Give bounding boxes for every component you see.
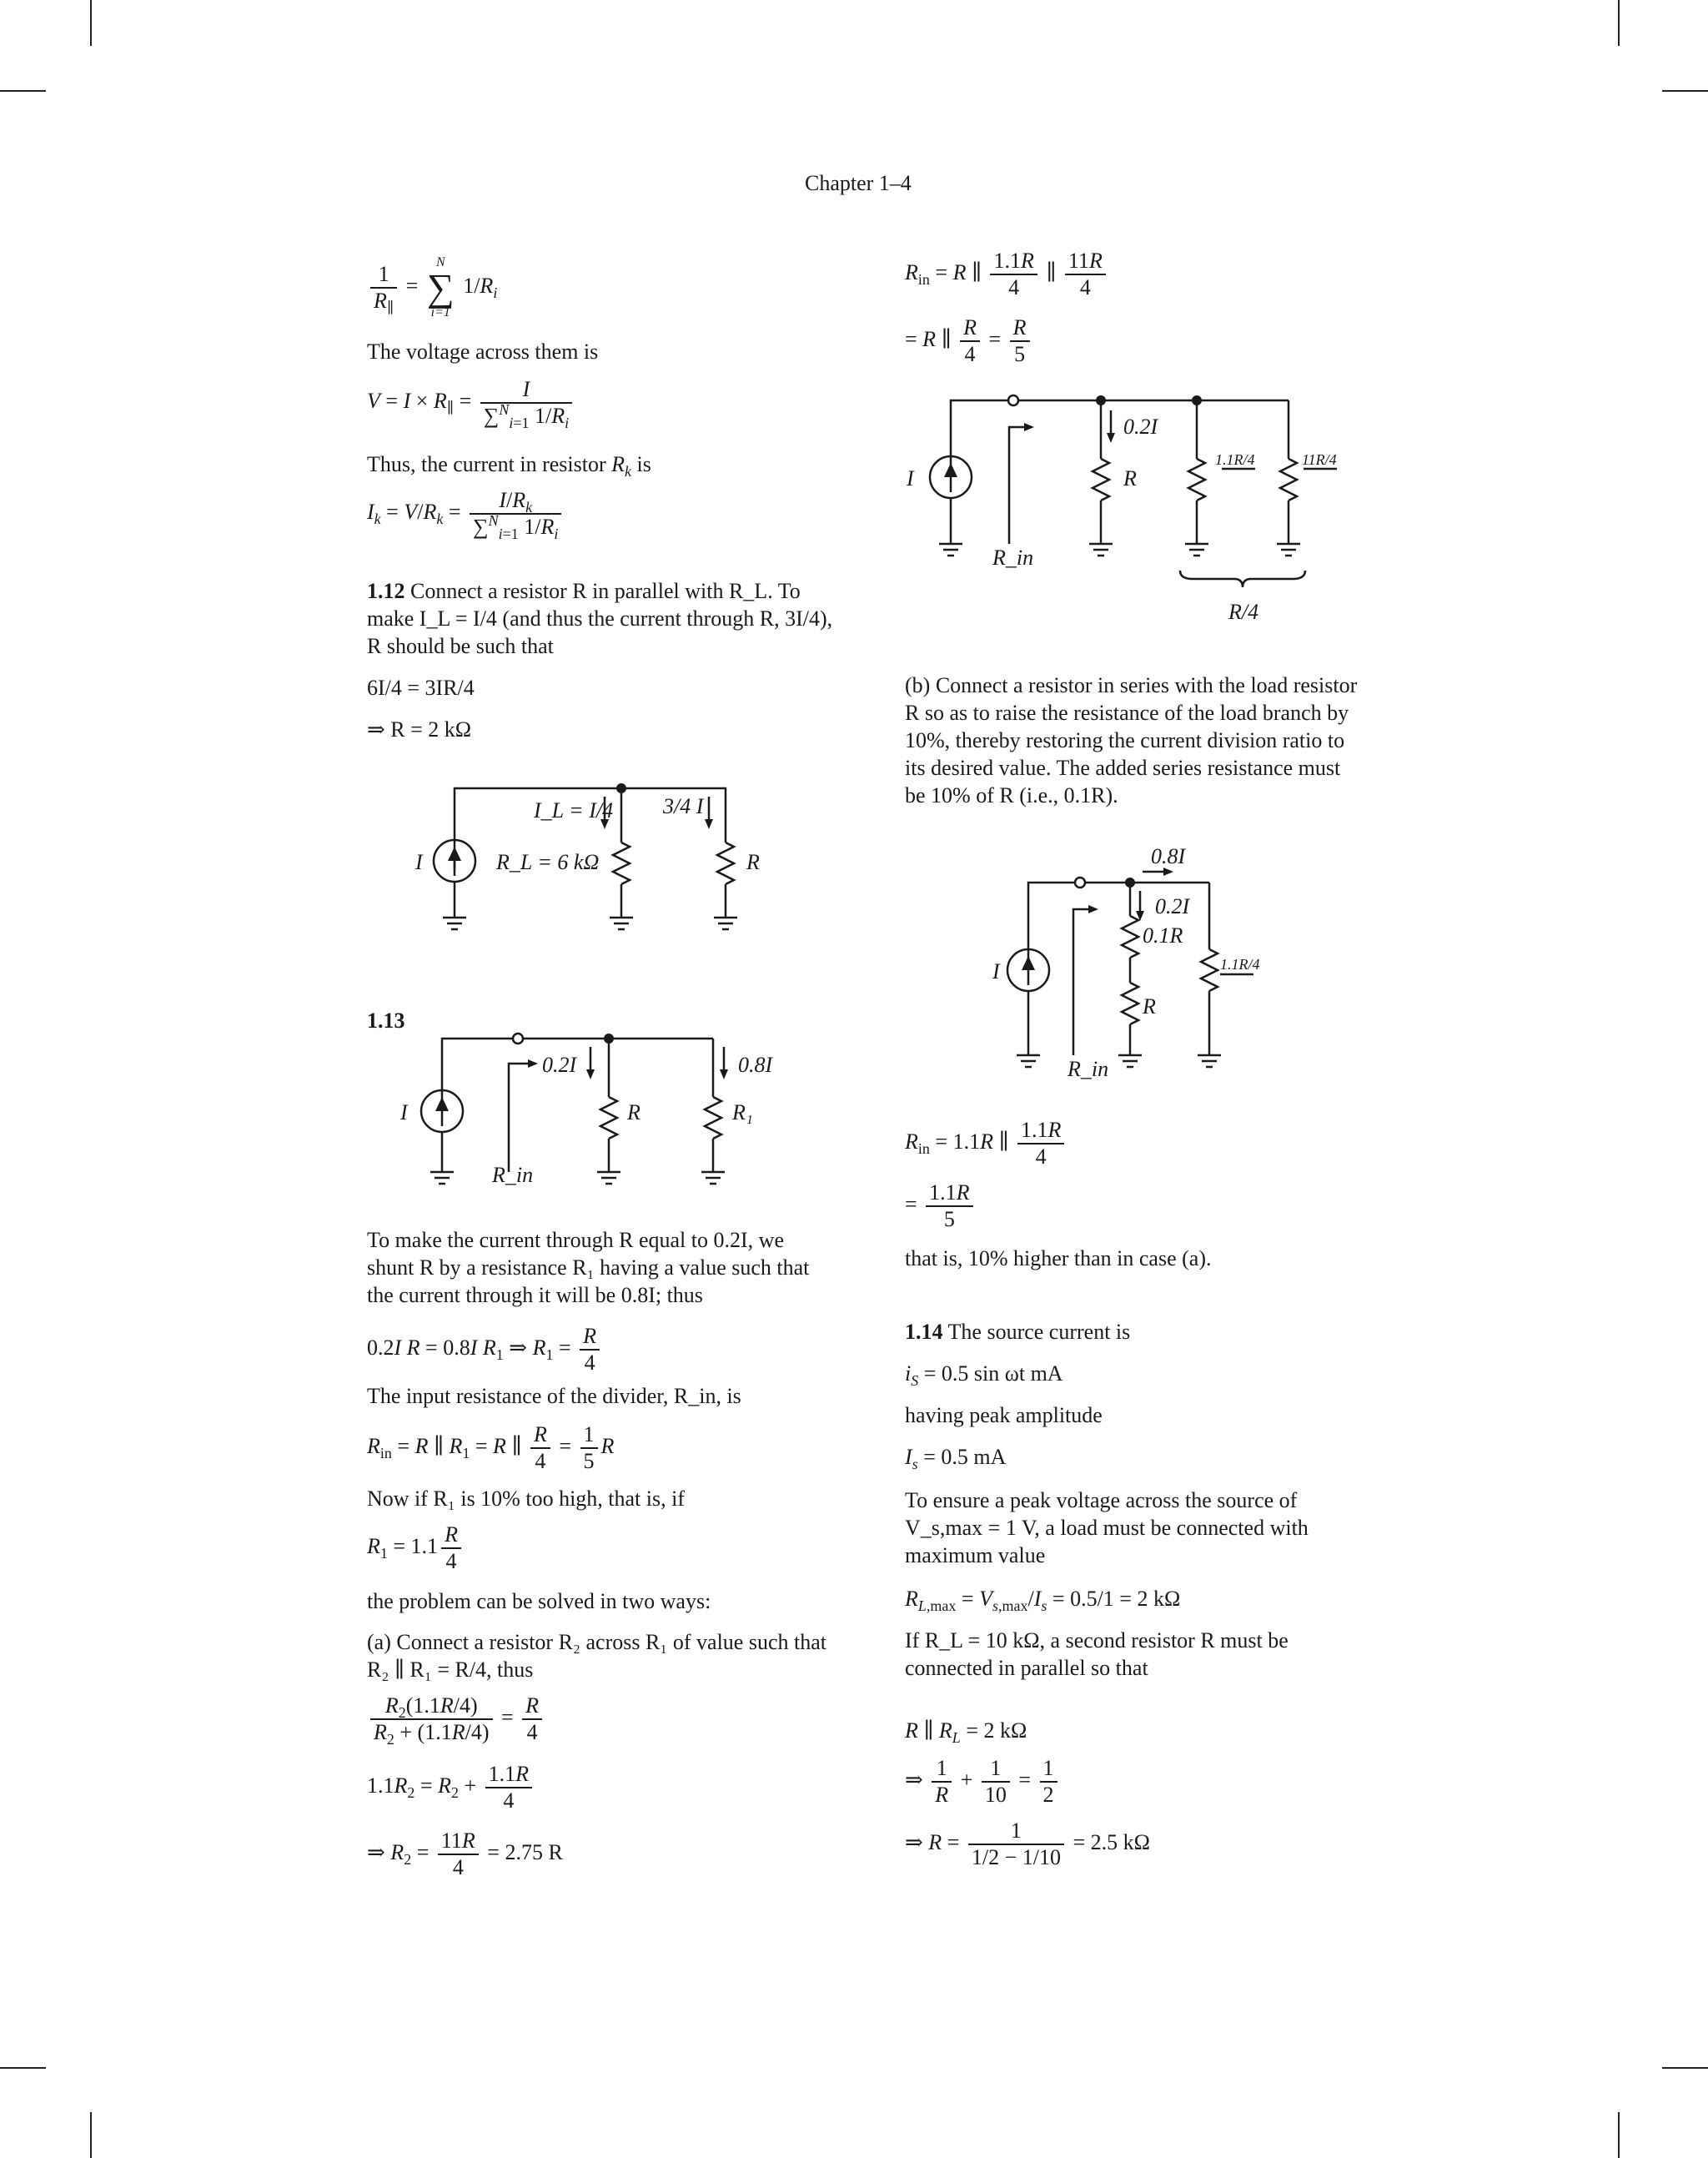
fig113-r1-label: R₁ [732, 1100, 753, 1124]
paragraph-two-ways: the problem can be solved in two ways: [367, 1589, 711, 1613]
eq-current-k: $I_k = V/R_k$ = $\frac{I/R_k}{\sum^N_{i=1} 1/R_i}$ [367, 488, 565, 540]
figtop-r11-label: 1.1R/4 [1215, 451, 1255, 468]
paragraph-if-rl: If R_L = 10 kΩ, a second resistor R must be connected in parallel so that [905, 1628, 1289, 1680]
problem-1-13-num: 1.13 [367, 1009, 405, 1033]
paragraph-input-resistance: The input resistance of the divider, R_in, is [367, 1384, 741, 1408]
figtop-r-label: R [1123, 466, 1137, 490]
figure-1-13-circuit [392, 1026, 776, 1201]
crop-mark [90, 2112, 92, 2158]
figtop-brace-label: R/4 [1228, 600, 1259, 624]
figtop-rin-label: R_in [992, 546, 1034, 570]
figtop-i-label: 0.2I [1123, 415, 1158, 439]
fig113-rin-label: R_in [492, 1163, 534, 1187]
figb-r-label: R [1143, 994, 1156, 1019]
fig112-three-quarter: 3/4 I [663, 794, 704, 818]
eq-r2-linear: $1.1R_2 = R_2$ + $\frac{1.1R}{4}$ [367, 1762, 535, 1813]
eq-voltage: $V = I \times R_\parallel$ = $\frac{I}{\sum^N_{i=1} 1/R_i}$ [367, 377, 575, 429]
figtop-r114-label: 11R/4 [1302, 451, 1337, 468]
figure-rin-circuit [905, 385, 1372, 644]
paragraph-now-if: Now if R₁ is 10% too high, that is, if [367, 1486, 685, 1511]
fig113-r-label: R [627, 1100, 640, 1124]
eq-rin-b: $R_{in} = 1.1R$ ∥ $\frac{1.1R}{4}$ [905, 1118, 1068, 1170]
eq-rin-1: $R_{in} = R$ ∥ $R_1 = R$ ∥ $\frac{R}{4}$ = $\frac{1}{5}$ R [367, 1422, 615, 1473]
eq-is: $i_S = 0.5$ sin ωt mA [905, 1361, 1063, 1389]
paragraph-make-current: To make the current through R equal to 0.2I, we shunt R by a resistance R₁ having a value such that the current through it will be 0.8I; thus [367, 1228, 810, 1307]
crop-mark [90, 0, 92, 46]
figb-i08-label: 0.8I [1151, 844, 1186, 868]
voltage-text: The voltage across them is [367, 340, 599, 364]
thus-current-text: Thus, the current in resistor $R_k$ is [367, 452, 651, 480]
eq-RLmax: $R_{L,max} = V_{s,max}/I_s = 0.5/1 = 2$ kΩ [905, 1587, 1181, 1614]
figb-source-label: I [992, 959, 1000, 983]
crop-mark [0, 2067, 46, 2069]
figtop-source-label: I [907, 466, 914, 490]
eq-R-RL: R ∥ $R_L = 2$ kΩ [905, 1718, 1027, 1746]
eq-r1-high: $R_1 = 1.1$ $\frac{R}{4}$ [367, 1522, 465, 1574]
figb-r11-label: 1.1R/4 [1220, 956, 1260, 973]
fig112-il-label: I_L = I/4 [534, 798, 614, 822]
eq-rin-top: $R_{in} = R$ ∥ $\frac{1.1R}{4}$ ∥ $\frac{11R}{4}$ [905, 249, 1109, 300]
figb-rin-label: R_in [1068, 1057, 1109, 1081]
eq-parallel-sum: $\frac{1}{R_\parallel}$ = N ∑ i=1 $1/R_i$ [367, 254, 497, 321]
fig113-i2-label: 0.8I [738, 1053, 773, 1077]
paragraph-peak: having peak amplitude [905, 1403, 1103, 1427]
figure-b-circuit [988, 843, 1305, 1084]
paragraph-option-a: (a) Connect a resistor R₂ across R₁ of value such that R₂ ∥ R₁ = R/4, thus [367, 1630, 826, 1682]
figb-r01-label: 0.1R [1143, 923, 1183, 948]
figure-1-12-circuit [409, 776, 776, 943]
crop-mark [1618, 2112, 1620, 2158]
fig112-source-label: I [415, 850, 423, 874]
eq-rin-top-2: = R ∥ $\frac{R}{4}$ = $\frac{R}{5}$ [905, 315, 1033, 367]
paragraph-ensure: To ensure a peak voltage across the source of V_s,max = 1 V, a load must be connected with maximum value [905, 1488, 1309, 1567]
eq-final: ⇒ R = $\frac{1}{1/2 - 1/10}$ = 2.5 kΩ [905, 1818, 1150, 1869]
crop-mark [1618, 0, 1620, 46]
eq-shunt: 0.2I R = 0.8I $R_1$ ⇒ $R_1$ = $\frac{R}{4}$ [367, 1324, 603, 1376]
paragraph-option-b: (b) Connect a resistor in series with the load resistor R so as to raise the resistance of the load branch by 10%, thereby restoring the current division ratio to its desired value. The added series resistance must be 10% of R (i.e., 0.1R). [905, 673, 1358, 807]
eq-6I: 6I/4 = 3IR/4 [367, 676, 475, 700]
eq-Is: $I_s = 0.5$ mA [905, 1445, 1007, 1472]
crop-mark [0, 90, 46, 92]
paragraph-higher: that is, 10% higher than in case (a). [905, 1246, 1212, 1270]
problem-1-12: 1.12 Connect a resistor R in parallel with R_L. To make I_L = I/4 (and thus the current through R, 3I/4), R should be such that [367, 579, 833, 658]
crop-mark [1662, 90, 1708, 92]
figb-i02-label: 0.2I [1155, 894, 1190, 918]
eq-r2-fraction: $\frac{R_2(1.1R/4)}{R_2 + (1.1R/4)}$ = $\frac{R}{4}$ [367, 1693, 545, 1745]
fig112-rl-label: R_L = 6 kΩ [496, 850, 600, 874]
eq-rin-b-2: = $\frac{1.1R}{5}$ [905, 1180, 977, 1232]
page-header: Chapter 1–4 [805, 171, 912, 195]
fig113-i1-label: 0.2I [542, 1053, 577, 1077]
fig112-r-label: R [746, 850, 760, 874]
eq-R-2k: ⇒ R = 2 kΩ [367, 717, 472, 742]
crop-mark [1662, 2067, 1708, 2069]
problem-1-14: 1.14 The source current is [905, 1320, 1131, 1344]
eq-r2-result: ⇒ $R_2$ = $\frac{11R}{4}$ = 2.75 R [367, 1829, 563, 1879]
fig113-source-label: I [400, 1100, 408, 1124]
eq-inverse: ⇒ $\frac{1}{R}$ + $\frac{1}{10}$ = $\frac{1}{2}$ [905, 1756, 1061, 1808]
